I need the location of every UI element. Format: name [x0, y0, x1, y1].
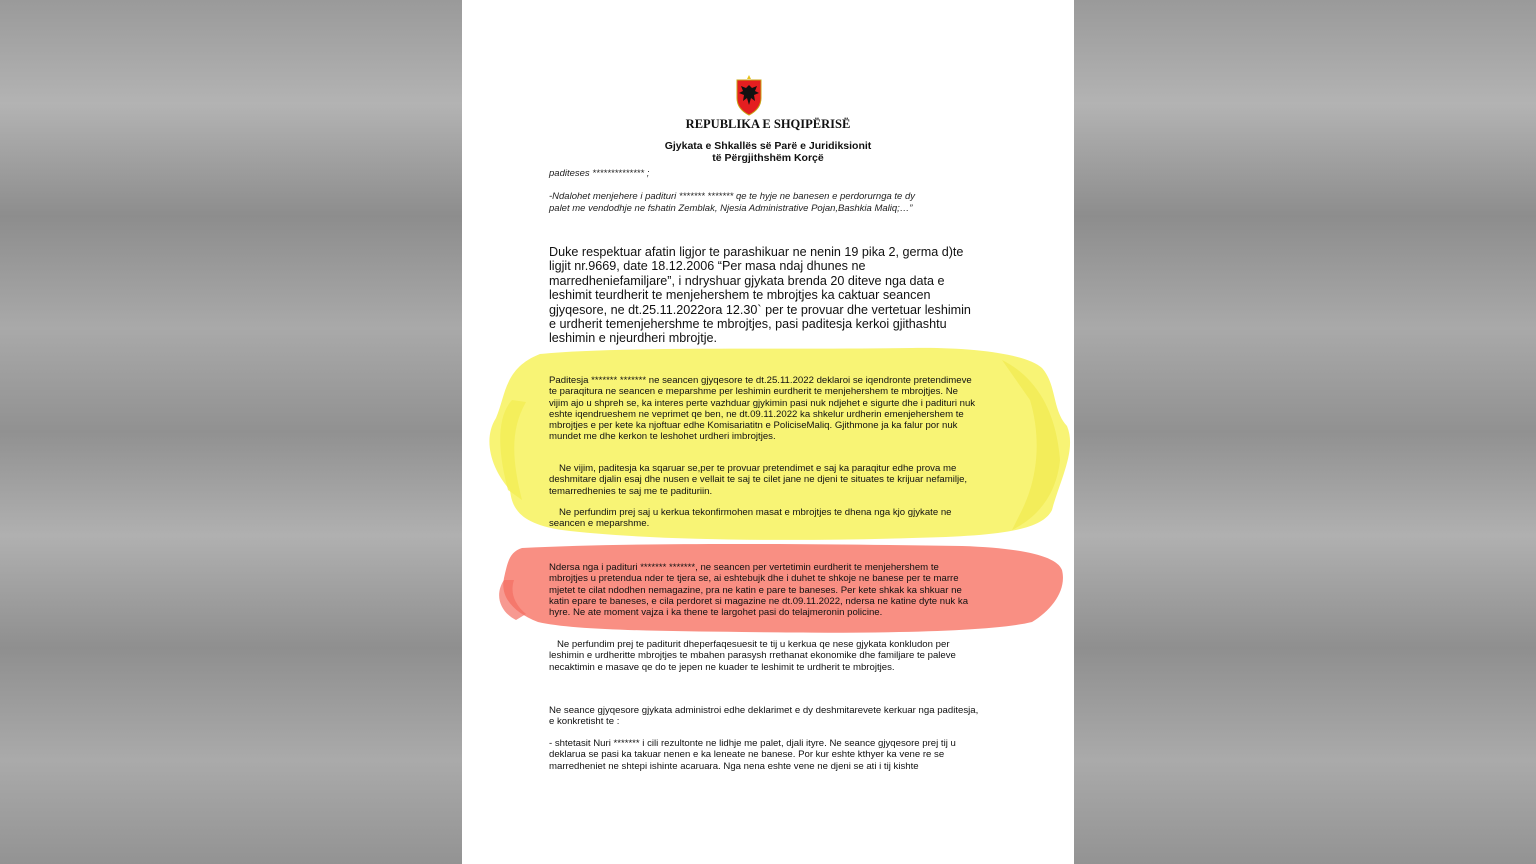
yellow-paragraph-1: Paditesja ******* ******* ne seancen gjyqesore te dt.25.11.2022 deklaroi se iqendronte pretendimeve te paraqitura ne seancen e meparshme per leshimin eurdherit te menjehershem te mbrojtjes. Ne vijim ajo u shpreh se, ka interes perte vazhduar gjykimin pasi nuk ndjehet e sigurte dhe i padituri nuk eshte iqendrueshem ne veprimet qe ben, ne dt.09.11.2022 ka shkelur urdherin emenjehershem te mbrojtjes e per kete ka njoftuar edhe Komisariatitn e PoliciseMaliq. Gjithmone ja ka falur por nuk mundet me dhe kerkon te leshohet urdheri imbrojtjes.: [549, 375, 976, 443]
quote-line-1: -Ndalohet menjehere i padituri ******* ******* qe te hyje ne banesen e perdorurnga te dy: [549, 191, 915, 202]
background-left: [0, 0, 462, 864]
republic-heading: REPUBLIKA E SHQIPËRISË: [685, 117, 851, 131]
yellow-paragraph-2: Ne vijim, paditesja ka sqaruar se,per te provuar pretendimet e saj ka paraqitur edhe prova me deshmitare djalin esaj dhe nusen e vellait te saj te cilet jane ne djeni te situates te krijuar nefamilje, temarredhenies te saj me te padituriin.: [549, 463, 968, 497]
main-paragraph: Duke respektuar afatin ligjor te parashikuar ne nenin 19 pika 2, germa d)te ligjit nr.9669, date 18.12.2006 “Per masa ndaj dhunes ne marredheniefamiljare”, i ndryshuar gjykata brenda 20 diteve nga data e leshimit teurdherit te menjehershem te mbrojtjes ka caktuar seancen gjyqesore, ne dt.25.11.2022ora 12.30` per te provuar dhe vertetuar leshimin e urdherit temenjehershme te mbrojtjes, pasi paditesja kerkoi gjithashtu leshimin e njeurdheri mbrojtje.: [549, 245, 971, 346]
conclusion-paragraph: Ne perfundim prej te paditurit dheperfaqesuesit te tij u kerkua qe nese gjykata konkludon per leshimin e urdheritte mbrojtjes te mbahen parasysh rrethanat ekonomike dhe familjare te paleve necaktimin e masave qe do te jepen ne kuader te leshimit te urdherit te mbrojtjes.: [549, 639, 956, 673]
albanian-emblem-icon: [734, 74, 764, 116]
red-paragraph: Ndersa nga i padituri ******* *******, ne seancen per vertetimin eurdherit te menjehershem te mbrojtjes u pretendua nder te tjera se, ai eshtebujk dhe i duhet te shkoje ne banese per te marre mjetet te cilat ndodhen nemagazine, pra ne katin e pare te baneses. Per kete shkak ka shkuar ne katin epare te baneses, e cila perdoret si magazine ne dt.09.11.2022, ndersa ne katine dyte nuk ka hyre. Ne ate moment vajza i ka thene te largohet pasi do telajmeronin policine.: [549, 562, 969, 619]
paditeses-line: paditeses ************** ;: [549, 168, 650, 179]
background-right: [1074, 0, 1536, 864]
seance-paragraph: Ne seance gjyqesore gjykata administroi edhe deklarimet e dy deshmitarevete kerkuar nga paditesja, e konkretisht te :: [549, 705, 979, 728]
witness-paragraph: - shtetasit Nuri ******* i cili rezultonte ne lidhje me palet, djali ityre. Ne seance gjyqesore prej tij u deklarua se pasi ka takuar nenen e ka leneate ne banese. Por kur eshte kthyer ka vene re se marredheniet ne shtepi ishinte acaruara. Nga nena eshte vene ne djeni se ati i tij kishte: [549, 738, 956, 772]
court-name-line1: Gjykata e Shkallës së Parë e Juridiksionit: [664, 140, 872, 152]
yellow-paragraph-3: Ne perfundim prej saj u kerkua tekonfirmohen masat e mbrojtjes te dhena nga kjo gjykate ne seancen e meparshme.: [549, 507, 952, 530]
court-name-line2: të Përgjithshëm Korçë: [712, 152, 824, 164]
document-page: [462, 0, 1074, 864]
quote-line-2: palet me vendodhje ne fshatin Zemblak, Njesia Administrative Pojan,Bashkia Maliq;…”: [549, 203, 913, 214]
